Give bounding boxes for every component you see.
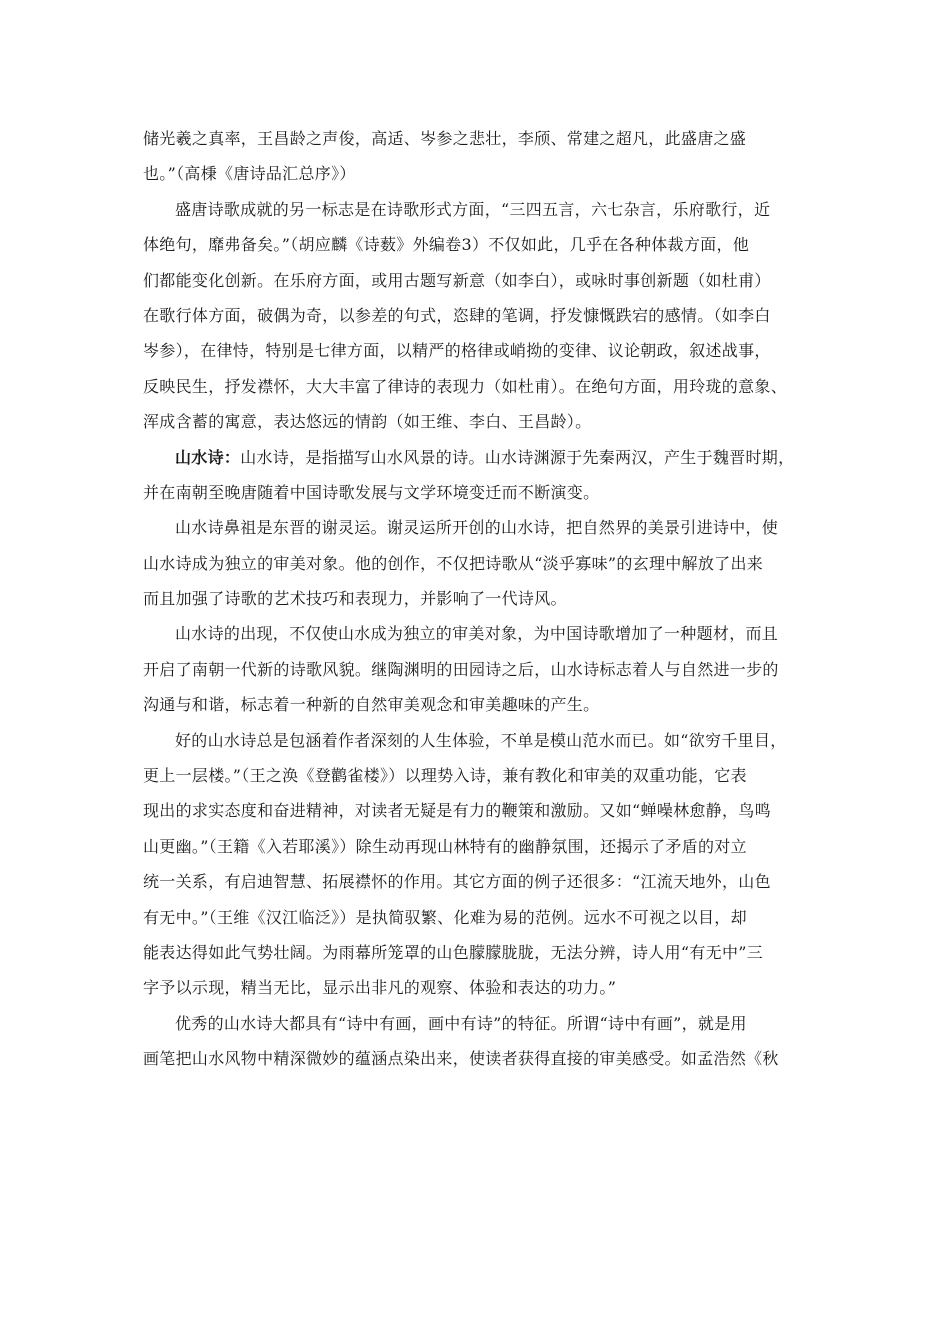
text-line: 能表达得如此气势壮阔。为雨幕所笼罩的山色朦朦胧胧，无法分辨，诗人用“有无中”三 (143, 942, 764, 962)
text-line: 现出的求实态度和奋进精神，对读者无疑是有力的鞭策和激励。又如“蝉噪林愈静，鸟鸣 (143, 801, 771, 821)
text-line: 有无中。”（王维《汉江临泛》）是执简驭繁、化难为易的范例。远水不可视之以目，却 (143, 907, 747, 927)
text-line: 山水诗成为独立的审美对象。他的创作，不仅把诗歌从“淡乎寡味”的玄理中解放了出来 (143, 553, 764, 573)
paragraph-2 (143, 192, 813, 440)
text-line: 山水诗鼻祖是东晋的谢灵运。谢灵运所开创的山水诗，把自然界的美景引进诗中，使 (175, 518, 779, 538)
text-line: 们都能变化创新。在乐府方面，或用古题写新意（如李白），或咏时事创新题（如杜甫） (143, 270, 771, 290)
text-line: 浑成含蓄的寓意，表达悠远的情韵（如王维、李白、王昌龄）。 (143, 412, 592, 432)
text-line: 统一关系，有启迪智慧、拓展襟怀的作用。其它方面的例子还很多：“江流天地外，山色 (143, 872, 771, 892)
text-line: 沟通与和谐，标志着一种新的自然审美观念和审美趣味的产生。 (143, 695, 600, 715)
paragraph-5 (143, 616, 813, 722)
text-fragment: 山水诗，是指描写山水风景的诗。山水诗渊源于先秦两汉，产生于魏晋时期， (240, 447, 795, 467)
paragraph-1 (143, 121, 813, 192)
text-line: 开启了南朝一代新的诗歌风貌。继陶渊明的田园诗之后，山水诗标志着人与自然进一步的 (143, 659, 779, 679)
text-line (143, 440, 813, 475)
text-line: 储光羲之真率，王昌龄之声俊，高适、岑参之悲壮，李颀、常建之超凡，此盛唐之盛 (143, 129, 747, 148)
text-line: 山更幽。”（王籍《入若耶溪》）除生动再现山林特有的幽静氛围，还揭示了矛盾的对立 (143, 836, 747, 856)
text-line: 更上一层楼。”（王之涣《登鹳雀楼》）以理势入诗，兼有教化和审美的双重功能，它表 (143, 766, 747, 786)
text-line: 而且加强了诗歌的艺术技巧和表现力，并影响了一代诗风。 (143, 589, 567, 609)
text-line: 岑参），在律恃，特别是七律方面，以精严的格律或峭拗的变律、议论朝政，叙述战事， (143, 341, 771, 361)
text-line: 字予以示现，精当无比，显示出非凡的观察、体验和表达的功力。” (143, 978, 617, 998)
paragraph-7 (143, 1006, 813, 1077)
text-line: 山水诗的出现，不仅使山水成为独立的审美对象，为中国诗歌增加了一种题材，而且 (175, 624, 779, 644)
text-line: 反映民生，抒发襟怀，大大丰富了律诗的表现力（如杜甫）。在绝句方面，用玲珑的意象、 (143, 376, 788, 396)
text-line: 好的山水诗总是包涵着作者深刻的人生体验，不单是模山范水而已。如“欲穷千里目， (175, 730, 787, 750)
document-page (143, 121, 813, 1077)
text-line: 画笔把山水风物中精深微妙的蕴涵点染出来，使读者获得直接的审美感受。如孟浩然《秋 (143, 1049, 779, 1069)
text-line: 体绝句，靡弗备矣。”（胡应麟《诗薮》外编卷3）不仅如此，几乎在各种体裁方面，他 (143, 235, 750, 255)
section-heading: 山水诗： (175, 447, 241, 467)
paragraph-4 (143, 510, 813, 616)
paragraph-6 (143, 723, 813, 1006)
paragraph-3 (143, 440, 813, 511)
text-line: 也。”（高棅《唐诗品汇总序》） (143, 164, 356, 184)
text-line: 在歌行体方面，破偶为奇，以参差的句式，恣肆的笔调，抒发慷慨跌宕的感情。（如李白 (143, 305, 771, 325)
text-line: 盛唐诗歌成就的另一标志是在诗歌形式方面，“三四五言，六七杂言，乐府歌行，近 (175, 199, 771, 219)
text-line: 优秀的山水诗大都具有“诗中有画，画中有诗”的特征。所谓“诗中有画”，就是用 (175, 1013, 747, 1033)
text-line: 并在南朝至晚唐随着中国诗歌发展与文学环境变迁而不断演变。 (143, 482, 600, 502)
